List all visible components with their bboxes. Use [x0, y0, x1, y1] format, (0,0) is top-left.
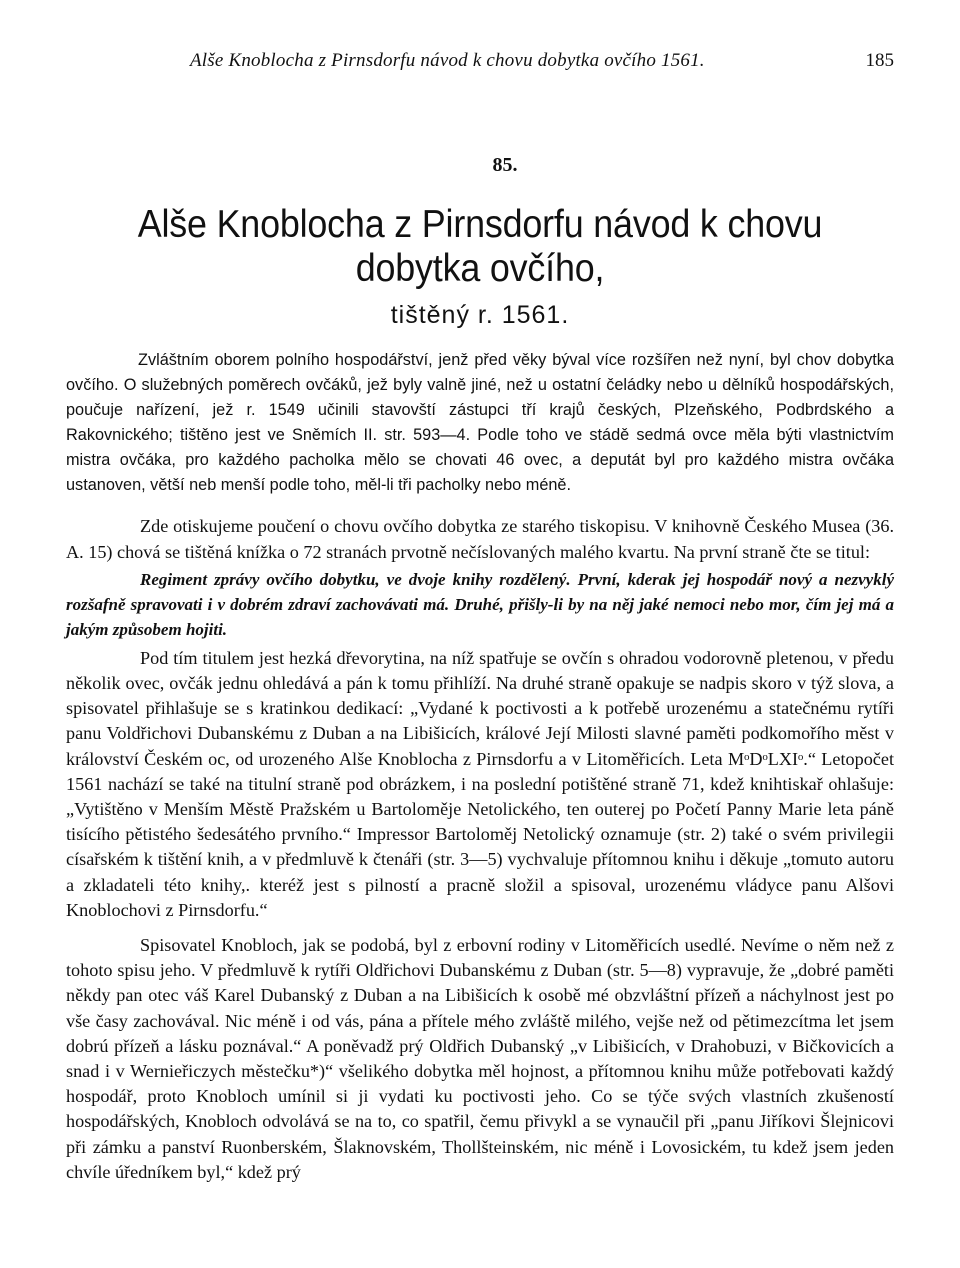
document-subtitle: tištěný r. 1561.: [390, 301, 570, 329]
paragraph-source: Zde otiskujeme poučení o chovu ovčího dobytka ze starého tiskopisu. V knihovně Českého Musea (36. A. 15) chová se tištěná knížka o 72 stranách prvotně nečíslovaných malého kvartu. Na první straně čte se titul:: [66, 516, 894, 562]
intro-paragraph: Zvláštním oborem polního hospodářství, jenž před věky býval více rozšířen než nyní, byl chov dobytka ovčího. O služebných poměrech ovčáků, jež byly valně jiné, než u ostatní čeládky nebo u dělníků hospodářských, poučuje nařízení, jež r. 1549 učinili stavovští zástupci tří krajů českých, Plzeňského, Podbrdského a Rakovnického; tištěno jest ve Sněmích II. str. 593—4. Podle toho ve stádě sedmá ovce měla býti vlastnictvím mistra ovčáka, pro každého pacholka mělo se chovati 46 ovec, a deputát byl pro každého mistra ovčáka ustanoven, větší neb menší podle toho, měl-li tři pacholky nebo méně.: [66, 351, 894, 494]
book-title-quote: Regiment zprávy ovčího dobytku, ve dvoje knihy rozdělený. První, kderak jej hospodář nový a nezvyklý rozšafně spravovati i v dobrém zdraví zachovávati má. Druhé, přišly-li by na něj jaké nemoci nebo mor, čím jej má a jakým způsobem hojiti.: [66, 569, 894, 639]
page-number: 185: [865, 50, 894, 71]
document-title: Alše Knoblocha z Pirnsdorfu návod k chovu dobytka ovčího,: [137, 203, 823, 290]
document-number: 85.: [492, 154, 518, 176]
running-title: Alše Knoblocha z Pirnsdorfu návod k chovu dobytka ovčího 1561.: [190, 50, 705, 71]
running-head: [66, 40, 894, 76]
paragraph-woodcut: Pod tím titulem jest hezká dřevorytina, na níž spatřuje se ovčín s ohradou vodorovně pletenou, v předu několik ovec, ovčák jednu ohledává a pán k tomu přihlíží. Na druhé straně opakuje se nadpis skoro v týž slova, a spisovatel přihlašuje se s kratinkou dedikací: „Vydané k poctivosti a k potřebě urozenému a statečnému rytíři panu Voldřichovi Dubanskému z Duban a na Libišicích, králové Její Milosti slavné paměti podkomořího měst v království Českém oc, od urozeného Alše Knoblocha z Pirnsdorfu a v Litoměřicích. Leta MᵒDᵒLXIᵒ.“ Letopočet 1561 nachází se také na titulní straně pod obrázkem, i na poslední potištěné straně 71, kdež knihtiskař ohlašuje: „Vytištěno v Menším Městě Pražském u Bartoloměje Netolického, ten outerej po Početí Panny Marie leta páně tisícího pětistého šedesátého prvního.“ Impressor Bartoloměj Netolický oznamuje (str. 2) také o svém privilegii císařském k tištění knih, a v předmluvě k čtenáři (str. 3—5) vychvaluje přítomnou knihu i děkuje „tomuto autoru a zkladateli této knihy,. kteréž jest s pilností a pracně složil a spisoval, urozenému vládyce panu Alšovi Knoblochovi z Pirnsdorfu.“: [66, 647, 894, 920]
paragraph-author: Spisovatel Knobloch, jak se podobá, byl z erbovní rodiny v Litoměřicích usedlé. Nevíme o něm než z tohoto spisu jeho. V předmluvě k rytíři Oldřichovi Dubanskému z Duban (str. 5—8) vypravuje, že „dobré paměti někdy pan otec váš Karel Dubanský z Duban a na Libišicích k osobě mé obzvláštní přízeň a náchylnost jest po vše časy zachovával. Nic méně i od vás, pána a přítele mého zvláště milého, vejše než od pětimezcítma let jsem dobrú přízeň a lásku poznával.“ A poněvadž prý Oldřich Dubanský „v Libišicích, v Drahobuzi, v Bičkovicích a snad i v Wernieřiczych městečku*)“ všelikého dobytka měl hojnost, a přítomnou knihu může potřebovati každý hospodář, proto Knobloch umínil si ji vydati ku poctivosti jeho. Co se týče svých vlastních zkušeností hospodářských, Knobloch odvolává se na to, co spatřil, čemu přivykl a se vynaučil při „panu Jiříkovi Šlejnicovi při zámku a panství Ruonberském, Šlaknovském, Thollšteinském, nic méně i Lovosickém, tu kdež jsem jeden chvíle úředníkem byl,“ kdež prý: [66, 934, 894, 1182]
